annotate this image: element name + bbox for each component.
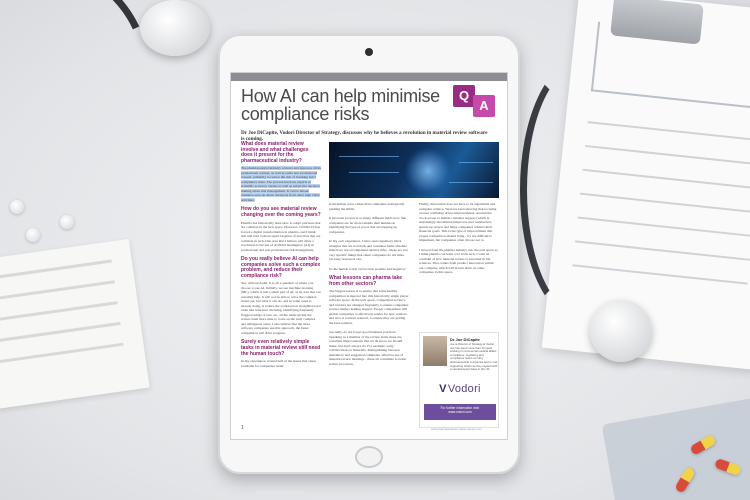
stethoscope-chestpiece — [140, 0, 210, 56]
paragraph: It has been proven in so many different fields now, that computers are far more reliable than humans in identifying the type of errors that are tripping up companies. — [329, 216, 407, 234]
data-line — [459, 162, 493, 163]
stethoscope-chestpiece-right — [590, 300, 652, 362]
column-2 — [329, 202, 409, 371]
stethoscope-tube-right — [520, 60, 640, 320]
pill — [10, 200, 24, 214]
pill — [26, 228, 40, 242]
home-button[interactable] — [355, 446, 383, 468]
data-line — [349, 172, 399, 173]
article-standfirst: Dr Joe DiCapite, Vodori Director of Strategy, discusses why he believes a revolution in material review software is coming. — [241, 130, 488, 143]
camera-icon — [365, 48, 373, 56]
question-heading: What does material review involve and what challenges does it present for the pharmaceutical industry? — [241, 141, 309, 164]
ai-face-image — [329, 142, 499, 198]
qa-q-icon: Q — [453, 85, 475, 107]
vodori-mark-icon: V — [439, 383, 447, 395]
tablet-device — [218, 34, 520, 474]
author-bio: Joe is Director of Strategy at Vodori, Joe has spent more than 20 years working in commercial medical affairs compliance, regulatory and compliance teams at many pharmaceutical companies and is now supporting Vodori as they expand with a new European base in the UK. — [450, 342, 498, 372]
answer-text: Yes, without doubt. It is all a question of where you choose to use AI. Initially, we see machine learning (ML), which is just a small part of AI, as an area that can certainly help. It will not be able to solve the complex issues yet, but what it can do, and in some cases is already doing, is reduce the workload on straightforward tasks like reference checking, identifying frequently flagged strings of text, etc, all the while giving the review team more time to focus on the truly complex and ambiguous areas. I also believe that the more software companies use this approach, the faster competition will drive progress. — [241, 281, 321, 335]
question-heading: Surely even relatively simple tasks in material review still need the human touch? — [241, 339, 321, 357]
paragraph: Secondly, do not forget good business practices. Speaking as a member of the review team, there are countless improvements that we all know we should make, but don't always do. For example, early collaboration on materials, distinguishing between mandatory and suggested comments, effective use of material review meetings - these all contribute to better review processes. — [329, 330, 407, 366]
article-columns — [241, 142, 499, 432]
qa-badge-icon — [453, 85, 499, 117]
article-title: How AI can help minimise compliance risks — [241, 86, 440, 124]
question-heading: How do you see material review changing over the coming years? — [241, 206, 321, 218]
paragraph: from human error, rather than companies strategically pushing the limits. — [329, 202, 405, 211]
footer-url: www.pharmaceutical-market-europe.com — [431, 427, 482, 431]
answer-text: The biggest lesson is to ensure that some healthy competition is injected into this historically single player software space. In the tech space, competition is fierce and vendors are changed frequently to ensure companies receive market leading support. Proper competition will enable companies to effectively tender for new vendors, and also at contract renewal, to ensure they are getting the best solution. — [329, 289, 409, 325]
info-link[interactable] — [424, 404, 496, 420]
answer-text: In my experience, around half of the issues that cause problems for companies result — [241, 359, 317, 368]
data-line — [449, 182, 493, 183]
column-3 — [419, 202, 499, 280]
paragraph: In my own experience, I have seen regulatory black triangles that are not black and countless items absolute risks have not accompanied relative risks - these are low very specific things that smart computers do not miss, yet busy reviewers can. — [329, 239, 409, 261]
info-text: For further information visit: — [440, 406, 480, 410]
paragraph: Finally, innovation does not have to be algorithms and computer science. We have been showing that focusing on user wellbeing drives improvements. Around the clock access to human customer support (which is surprisingly uncommon) improves user satisfaction, speeds up review and helps companies achieve their financial goals. This is the type of improvement that proper competition should bring - it's not difficult to implement, but companies often choose not to. — [419, 202, 497, 242]
ai-face-glow — [403, 148, 453, 194]
page-number: 1 — [241, 425, 244, 431]
vodori-wordmark: Vodori — [447, 383, 481, 395]
paragraph: I moved from the pharma industry into the tech space so I think pharma can learn a lot from tech. I want an overhaul of how material review is executed in life sciences. That comes from product innovation within our company, which will in turn drive on other companies in this space. — [419, 247, 498, 274]
vodori-logo — [424, 383, 496, 395]
answer-text[interactable] — [241, 166, 321, 202]
paragraph: So the human touch can be both positive and negative! — [329, 266, 406, 271]
column-1 — [241, 142, 321, 373]
author-photo — [423, 336, 447, 366]
qa-a-icon: A — [473, 95, 495, 117]
answer-text: Pharma has historically been slow to adopt practices that are common in the tech space. However, COVID-19 has forced a digital transformation in pharma, and I think this will lead to more rapid adoption of practices that are common in tech. One area that I believe will drive a revolution is the use of artificial intelligence (AI) in promotional and non-promotional risk management. — [241, 220, 321, 252]
data-line — [339, 156, 399, 157]
question-heading: What lessons can pharma take from other sectors? — [329, 275, 403, 287]
info-url[interactable]: www.vodori.com — [448, 410, 472, 414]
paper-sheet — [0, 239, 150, 411]
author-name: Dr Joe DiCapite — [450, 337, 480, 342]
top-bar — [231, 73, 507, 81]
author-box — [419, 332, 499, 428]
tablet-screen — [230, 72, 508, 440]
pill — [60, 215, 74, 229]
question-heading: Do you really believe AI can help companies solve such a complex problem, and reduce their compliance risk? — [241, 256, 321, 279]
selected-text[interactable]: The pharmaceutical industry reviews and approves all its promotional content, as well as some non-promotional content, primarily to reduce the risk of breaking strict compliance rules. The process involves experts in scientific accuracy checks as well as subjective decision making about risk management. It can be labour intensive and can divert decisions from other high value activities. — [241, 166, 321, 202]
